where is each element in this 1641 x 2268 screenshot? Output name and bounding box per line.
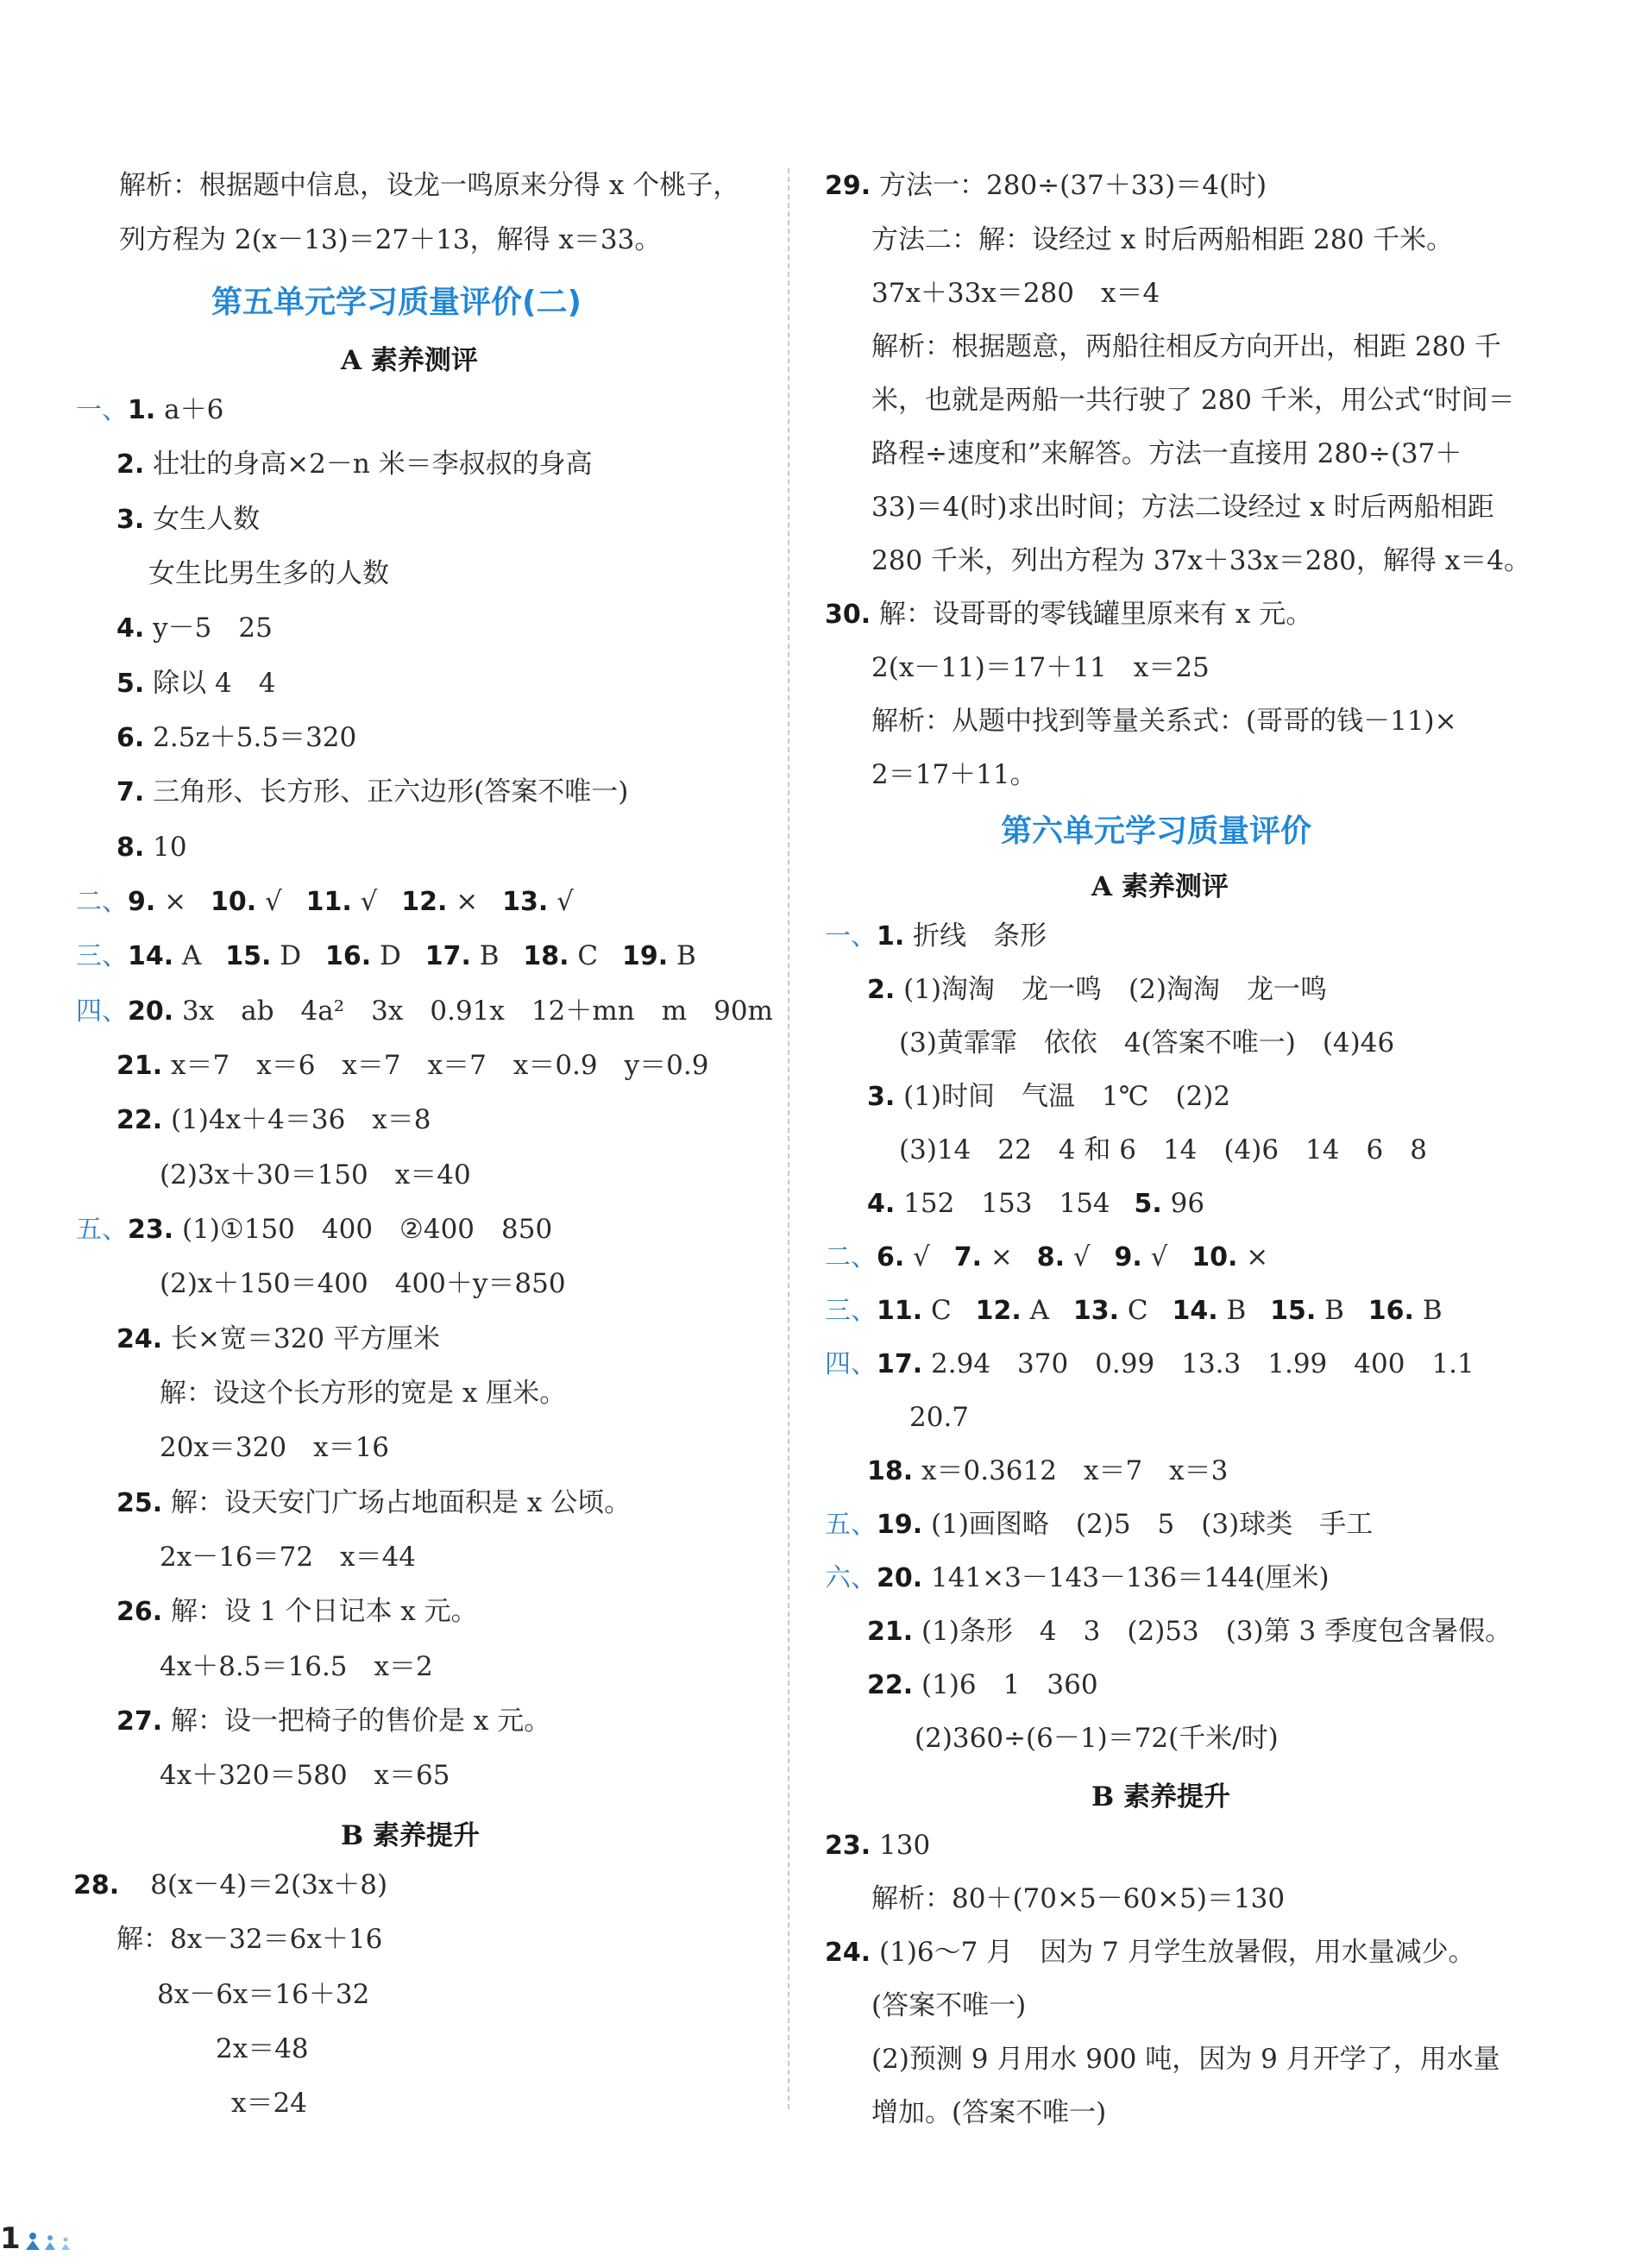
- q-answer: ×: [456, 886, 479, 917]
- unit5-q25: [116, 1486, 631, 1521]
- q-answer: C: [577, 940, 599, 971]
- q-answer: 折线 条形: [913, 920, 1047, 952]
- q-number: 28.: [73, 1870, 120, 1900]
- q-number: 19.: [622, 941, 669, 971]
- unit6-q1: [825, 919, 1047, 954]
- intro-analysis-line-1: 解析：根据题中信息，设龙一鸣原来分得 x 个桃子，: [119, 170, 740, 201]
- q-answer: ×: [1246, 1241, 1269, 1272]
- q-answer: a＋6: [164, 394, 224, 425]
- section-marker-1: 一、: [76, 395, 128, 425]
- unit6-q21: [867, 1614, 1512, 1649]
- q-answer: (1)时间 气温 1℃ (2)2: [903, 1081, 1231, 1112]
- unit6-q23-analysis: 解析：80＋(70×5－60×5)＝130: [871, 1883, 1286, 1914]
- unit5-q6: [116, 720, 356, 756]
- q-answer: √: [1150, 1241, 1168, 1272]
- q29-line-2: 方法二：解：设经过 x 时后两船相距 280 千米。: [871, 224, 1454, 255]
- unit5-section-a: A 素养测评: [341, 345, 478, 376]
- q-answer: 女生人数: [153, 504, 261, 535]
- q-answer: 2.94 370 0.99 13.3 1.99 400 1.1: [931, 1348, 1474, 1379]
- q-answer: √: [913, 1241, 930, 1272]
- q-answer: B: [1422, 1295, 1443, 1326]
- intro-analysis-line-2: 列方程为 2(x－13)＝27＋13，解得 x＝33。: [119, 224, 662, 255]
- q-number: 6.: [877, 1242, 905, 1272]
- unit5-q3-line-2: 女生比男生多的人数: [148, 558, 389, 589]
- unit5-q28-line-3: 8x－6x＝16＋32: [157, 1979, 370, 2010]
- q-answer: (1)淘淘 龙一鸣 (2)淘淘 龙一鸣: [903, 974, 1327, 1005]
- q-answer: √: [1072, 1241, 1091, 1272]
- unit6-q18: [867, 1454, 1228, 1489]
- q-answer: 解：设天安门广场占地面积是 x 公顷。: [171, 1487, 632, 1518]
- publisher-logo-icon: [24, 2231, 76, 2257]
- unit6-q24: [825, 1935, 1475, 1970]
- q-answer: (1)6 1 360: [921, 1669, 1098, 1700]
- unit6-q22: [867, 1668, 1098, 1703]
- unit5-q25-line-2: 2x－16＝72 x＝44: [160, 1542, 417, 1573]
- q-answer: (1)6～7 月 因为 7 月学生放暑假，用水量减少。: [879, 1937, 1475, 1968]
- q-number: 2.: [867, 975, 896, 1005]
- q-number: 4.: [116, 613, 145, 644]
- q29-analysis-1: 解析：根据题意，两船往相反方向开出，相距 280 千: [871, 331, 1501, 362]
- q29-analysis-5: 280 千米，列出方程为 37x＋33x＝280，解得 x＝4。: [871, 545, 1531, 576]
- q-answer: 解：设哥哥的零钱罐里原来有 x 元。: [879, 599, 1313, 630]
- unit5-q1: [76, 393, 223, 428]
- q29: [825, 168, 1267, 204]
- q-number: 10.: [1191, 1242, 1238, 1272]
- q-answer: 长×宽＝320 平方厘米: [171, 1323, 441, 1354]
- q-answer: x＝7 x＝6 x＝7 x＝7 x＝0.9 y＝0.9: [171, 1050, 709, 1081]
- section-marker-3: 三、: [825, 1296, 877, 1326]
- q-number: 24.: [825, 1938, 871, 1968]
- q-number: 3.: [867, 1082, 896, 1112]
- unit5-q8: [116, 830, 187, 865]
- q30: [825, 597, 1312, 632]
- unit6-q17-line-2: 20.7: [909, 1402, 970, 1433]
- unit5-q28-line-2: 解：8x－32＝6x＋16: [116, 1924, 383, 1955]
- q-answer: 壮壮的身高×2－n 米＝李叔叔的身高: [153, 449, 593, 480]
- unit6-q6-10: [825, 1240, 1268, 1275]
- q-answer: A: [182, 940, 202, 971]
- page-number: 1: [0, 2221, 21, 2256]
- q30-line-2: 2(x－11)＝17＋11 x＝25: [871, 652, 1210, 683]
- unit6-q17: [825, 1347, 1474, 1382]
- unit5-q27: [116, 1704, 550, 1739]
- q-answer: C: [1127, 1295, 1148, 1326]
- q-answer: 方法一：280÷(37＋33)＝4(时): [879, 170, 1267, 201]
- unit5-q28-line-4: 2x＝48: [216, 2033, 309, 2064]
- q29-analysis-3: 路程÷速度和”来解答。方法一直接用 280÷(37＋: [871, 438, 1462, 469]
- unit6-title: 第六单元学习质量评价: [1001, 814, 1312, 849]
- unit6-q3-line-2: (3)14 22 4 和 6 14 (4)6 14 6 8: [899, 1134, 1427, 1165]
- q-number: 4.: [867, 1189, 896, 1219]
- section-marker-4: 四、: [825, 1349, 877, 1379]
- q-number: 11.: [305, 887, 352, 917]
- q-answer: √: [556, 886, 574, 917]
- q-number: 13.: [1072, 1296, 1120, 1326]
- section-marker-5: 五、: [825, 1510, 877, 1540]
- q-number: 11.: [877, 1296, 923, 1326]
- unit6-q22-line-2: (2)360÷(6－1)＝72(千米/时): [915, 1723, 1279, 1754]
- unit5-q22: [116, 1103, 431, 1138]
- q-answer: 3x ab 4a² 3x 0.91x 12＋mn m 90m: [182, 996, 773, 1027]
- q-number: 10.: [210, 887, 257, 917]
- q-number: 1.: [877, 921, 905, 952]
- q-number: 15.: [225, 941, 272, 971]
- q30-analysis-1: 解析：从题中找到等量关系式：(哥哥的钱－11)×: [871, 706, 1457, 737]
- unit5-q28: [73, 1868, 387, 1903]
- unit5-q24-line-3: 20x＝320 x＝16: [160, 1432, 390, 1463]
- q-number: 5.: [1134, 1189, 1162, 1219]
- q-number: 21.: [116, 1051, 163, 1081]
- q-number: 12.: [401, 887, 448, 917]
- unit5-q2: [116, 447, 593, 482]
- q-number: 26.: [116, 1597, 163, 1627]
- q-number: 20.: [128, 996, 174, 1027]
- q-number: 18.: [867, 1456, 914, 1486]
- q-answer: 2.5z＋5.5＝320: [153, 722, 357, 753]
- unit5-q20: [76, 994, 773, 1029]
- unit6-q11-16: [825, 1293, 1443, 1329]
- section-marker-6: 六、: [825, 1563, 877, 1593]
- unit5-q4: [116, 611, 273, 646]
- q-answer: 解：设 1 个日记本 x 元。: [171, 1596, 478, 1627]
- q-answer: B: [1226, 1295, 1247, 1326]
- q29-analysis-2: 米，也就是两船一共行驶了 280 千米，用公式“时间＝: [871, 385, 1515, 416]
- unit5-section-b: B 素养提升: [341, 1820, 480, 1851]
- q-answer: ×: [164, 886, 187, 917]
- unit6-q24-line-2: (答案不唯一): [871, 1990, 1027, 2021]
- q-number: 17.: [424, 941, 471, 971]
- section-marker-5: 五、: [76, 1215, 128, 1245]
- q-answer: B: [479, 940, 500, 971]
- section-marker-3: 三、: [76, 941, 128, 971]
- q-number: 20.: [877, 1563, 923, 1593]
- unit6-q19: [825, 1507, 1373, 1542]
- unit5-q3: [116, 502, 260, 537]
- q-answer: ×: [990, 1241, 1013, 1272]
- q-answer: 除以 4 4: [153, 668, 276, 699]
- q-number: 8.: [116, 832, 145, 863]
- unit6-q2-line-2: (3)黄霏霏 依依 4(答案不唯一) (4)46: [899, 1027, 1395, 1059]
- section-marker-4: 四、: [76, 996, 128, 1027]
- unit5-q23: [76, 1212, 552, 1247]
- q-answer: 三角形、长方形、正六边形(答案不唯一): [153, 776, 629, 807]
- q-answer: 141×3－143－136＝144(厘米): [931, 1562, 1330, 1593]
- q-number: 8.: [1036, 1242, 1066, 1272]
- q-number: 25.: [116, 1488, 163, 1518]
- q-answer: (1)画图略 (2)5 5 (3)球类 手工: [931, 1509, 1374, 1540]
- q-answer: 152 153 154: [903, 1188, 1110, 1219]
- q29-line-3: 37x＋33x＝280 x＝4: [871, 278, 1160, 309]
- unit6-q2: [867, 972, 1327, 1008]
- q-answer: √: [265, 886, 282, 917]
- q-number: 1.: [128, 395, 156, 425]
- unit5-q21: [116, 1048, 708, 1084]
- q-number: 12.: [975, 1296, 1022, 1326]
- unit5-q24-line-2: 解：设这个长方形的宽是 x 厘米。: [160, 1378, 567, 1409]
- q-number: 23.: [825, 1831, 871, 1861]
- unit5-q22-line-2: (2)3x＋30＝150 x＝40: [160, 1159, 471, 1191]
- unit6-q20: [825, 1561, 1330, 1596]
- q-answer: y－5 25: [153, 613, 273, 644]
- section-marker-1: 一、: [825, 921, 877, 952]
- q-number: 22.: [116, 1105, 163, 1135]
- unit5-q28-line-5: x＝24: [231, 2088, 307, 2119]
- q-answer: (1)条形 4 3 (2)53 (3)第 3 季度包含暑假。: [921, 1616, 1512, 1647]
- q-number: 21.: [867, 1617, 914, 1647]
- q-answer: 96: [1170, 1188, 1205, 1219]
- q-number: 7.: [953, 1242, 983, 1272]
- unit5-q26: [116, 1594, 478, 1630]
- q-number: 23.: [128, 1215, 174, 1245]
- q-number: 30.: [825, 600, 871, 630]
- q-answer: 10: [153, 832, 187, 863]
- section-marker-2: 二、: [76, 887, 128, 917]
- q-number: 16.: [1368, 1296, 1414, 1326]
- unit5-q5: [116, 666, 275, 701]
- unit6-q3: [867, 1079, 1230, 1115]
- unit6-q23: [825, 1828, 930, 1863]
- column-divider: [788, 168, 789, 2109]
- q-answer: 130: [879, 1830, 931, 1861]
- q-answer: B: [1324, 1295, 1344, 1326]
- q-number: 14.: [1172, 1296, 1218, 1326]
- section-marker-2: 二、: [825, 1242, 877, 1272]
- q-answer: x＝0.3612 x＝7 x＝3: [921, 1455, 1229, 1486]
- unit5-title: 第五单元学习质量评价(二): [211, 285, 582, 320]
- q30-analysis-2: 2＝17＋11。: [871, 759, 1037, 790]
- q-number: 24.: [116, 1324, 163, 1354]
- q-number: 27.: [116, 1706, 163, 1737]
- unit5-q27-line-2: 4x＋320＝580 x＝65: [160, 1760, 450, 1791]
- q-number: 3.: [116, 505, 145, 535]
- q-number: 13.: [502, 887, 549, 917]
- q-number: 9.: [1114, 1242, 1142, 1272]
- q29-analysis-4: 33)＝4(时)求出时间；方法二设经过 x 时后两船相距: [871, 492, 1494, 523]
- q-number: 7.: [116, 777, 145, 807]
- unit6-section-b: B 素养提升: [1091, 1781, 1230, 1813]
- q-answer: √: [360, 886, 378, 917]
- q-number: 2.: [116, 449, 145, 480]
- q-number: 19.: [877, 1510, 923, 1540]
- q-number: 5.: [116, 669, 145, 699]
- q-number: 22.: [867, 1670, 914, 1700]
- unit5-q23-line-2: (2)x＋150＝400 400＋y＝850: [160, 1268, 566, 1299]
- q-number: 29.: [825, 171, 871, 201]
- unit5-q14-19: [76, 939, 696, 974]
- unit6-q24-line-3: (2)预测 9 月用水 900 吨，因为 9 月开学了，用水量: [871, 2044, 1500, 2075]
- q-answer: 8(x－4)＝2(3x＋8): [150, 1869, 388, 1900]
- q-answer: C: [931, 1295, 952, 1326]
- q-answer: D: [380, 940, 401, 971]
- q-number: 17.: [877, 1349, 923, 1379]
- unit5-q9-13: [76, 884, 574, 920]
- q-number: 9.: [128, 887, 156, 917]
- unit6-section-a: A 素养测评: [1091, 871, 1229, 902]
- unit5-q7: [116, 775, 628, 810]
- unit5-q26-line-2: 4x＋8.5＝16.5 x＝2: [160, 1651, 433, 1682]
- q-answer: (1)①150 400 ②400 850: [182, 1214, 553, 1245]
- unit6-q4-q5: [867, 1186, 1204, 1222]
- q-number: 6.: [116, 723, 145, 753]
- q-answer: D: [280, 940, 302, 971]
- q-number: 15.: [1270, 1296, 1317, 1326]
- q-answer: B: [676, 940, 696, 971]
- q-number: 14.: [128, 941, 174, 971]
- unit5-q24: [116, 1322, 440, 1357]
- q-number: 18.: [523, 941, 569, 971]
- unit6-q24-line-4: 增加。(答案不唯一): [871, 2097, 1107, 2128]
- q-number: 16.: [325, 941, 372, 971]
- q-answer: (1)4x＋4＝36 x＝8: [171, 1104, 431, 1135]
- q-answer: 解：设一把椅子的售价是 x 元。: [171, 1706, 551, 1737]
- q-answer: A: [1029, 1295, 1050, 1326]
